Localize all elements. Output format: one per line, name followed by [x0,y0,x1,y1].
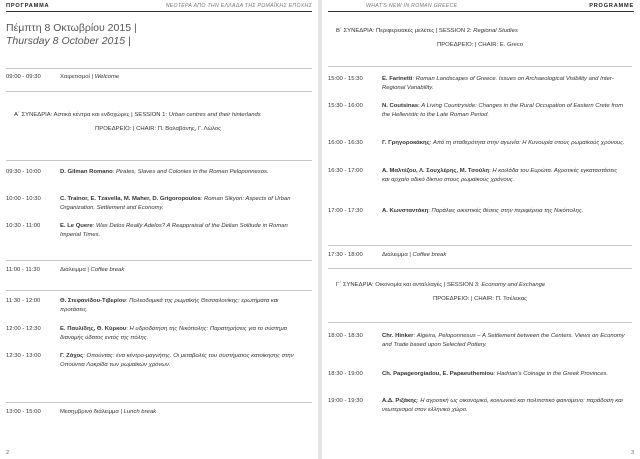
right-page [322,0,640,459]
entry-time: 17:30 - 18:00 [328,252,363,258]
session-2-heading [328,27,632,49]
entry-time: 12:00 - 12:30 [6,326,41,332]
running-header: WHAT'S NEW IN ROMAN GREECE [366,3,458,9]
entry-time: 15:30 - 16:00 [328,103,363,109]
entry-time: 19:00 - 19:30 [328,398,363,404]
session-chair: ΠΡΟΕΔΡΕΙΟ: | CHAIR: Π. Βαλαβάνης, Γ. Λώλος [95,125,221,132]
entry-text: Γ. Ζάχος: Οπούντας: ένα κέντρο-μαγνήτης. Οι μεταβολές του συστήματος κατοίκησης στην Οπούντια Λοκρίδα των ρωμαϊκών χρόνων. [60,353,294,368]
entry-text: N. Coutsinas: A Living Countryside: Changes in the Rural Occupation of Eastern Crete from the Hellenistic to the Late Roman Period. [382,103,624,118]
entry-text: Chr. Hinker: Aigeira, Peloponnesus – A Settlement between the Centers. Views on Economy and Trade based upon Selected Pottery. [382,333,625,348]
divider [6,260,312,261]
running-header: ΝΕΟΤΕΡΑ ΑΠΟ ΤΗΝ ΕΛΛΑΔΑ ΤΗΣ ΡΩΜΑΪΚΗΣ ΕΠΟΧΗΣ [165,3,312,9]
entry-time: 15:00 - 15:30 [328,76,363,82]
entry-text: Α. Μαλτέζου, Λ. Σουχλέρης, Μ. Τσούλη: Η κοιλάδα του Ευρώτα. Αγροτικές εγκαταστάσεις και αρχαίο οδικό δίκτυο στους ρωμαϊκούς χρόνους. [382,168,618,183]
header-section-label: ΠΡΟΓΡΑΜΜΑ [6,3,50,9]
divider [328,268,632,269]
divider [328,245,632,246]
entry-time: 09:00 - 09:30 [6,74,41,80]
entry-text: E. Le Quere: Was Delos Really Adelos? A Reappraisal of the Delian Solitude in Roman Imperial Times. [60,223,288,238]
entry-text: Χαιρετισμοί | Welcome [60,74,120,80]
entry-text: C. Trainor, E. Tzavella, M. Maher, D. Grigoropoulos: Roman Sikyon: Aspects of Urban Organization, Settlement and Economy. [60,196,291,211]
session-1-heading [6,111,310,133]
date-greek: Πέμπτη 8 Οκτωβρίου 2015 | [6,22,137,34]
left-page [0,0,318,459]
entry-time: 11:30 - 12:00 [6,298,41,304]
page-number: 3 [630,450,634,456]
entry-time: 13:00 - 15:00 [6,409,41,415]
entry-text: Θ. Στεφανίδου-Τιβερίου: Πολεοδομικά της ρωμαϊκής Θεσσαλονίκης: ερωτήματα και προτάσεις. [60,298,279,313]
page-number: 2 [6,450,10,456]
session-title: Β΄ ΣΥΝΕΔΡΙΑ: Περιφερειακές μελέτες | SESSION 2: Regional Studies [336,28,518,34]
divider [6,402,312,403]
entry-time: 16:30 - 17:00 [328,168,363,174]
entry-text: Α. Κωνσταντάκη: Παράλιες οικιστικές θέσεις στην περιφέρεια της Νικόπολης. [382,208,584,214]
divider [328,322,632,323]
entry-text: E. Farinetti: Roman Landscapes of Greece. Issues on Archaeological Visibility and Inter-Regional Variability. [382,76,614,91]
date-english: Thursday 8 October 2015 | [6,35,131,47]
entry-text: Ε. Παυλίδης, Θ. Κύρκου: Η υδροδότηση της Νικόπολης: Παρατηρήσεις για το σύστημα διανομής ύδατος εντός της πόλης. [60,326,288,341]
entry-time: 18:30 - 19:00 [328,371,363,377]
header-rule [328,11,634,12]
session-title: Α΄ ΣΥΝΕΔΡΙΑ: Αστικά κέντρα και ενδοχώρες | SESSION 1: Urban centres and their hinterlands [14,112,261,118]
entry-text: Ch. Papageorgiadou, E. Papaeuthemiou: Hadrian's Coinage in the Greek Provinces. [382,371,609,377]
divider [6,68,312,69]
header-section-label: PROGRAMME [589,3,634,9]
session-chair: ΠΡΟΕΔΡΕΙΟ: | CHAIR: Π. Τσέλεκας [432,295,528,302]
date-heading [6,22,137,48]
divider [328,66,632,67]
entry-time: 12:30 - 13:00 [6,353,41,359]
entry-time: 11:00 - 11:30 [6,267,40,273]
session-chair: ΠΡΟΕΔΡΕΙΟ: | CHAIR: E. Greco [437,41,523,48]
entry-text: D. Gilman Romano: Pirates, Slaves and Colonies in the Roman Peloponnesos. [60,169,269,175]
entry-text: Α.Δ. Ριζάκης: Η αγροτική ως οικονομικό, κοινωνικό και πολιτιστικό φαινόμενο: παράδοση και νεωτερισμοί στον ελληνικό χώρο. [382,398,623,413]
entry-text: Διάλειμμα | Coffee break [382,252,447,258]
entry-time: 16:00 - 16:30 [328,140,363,146]
entry-text: Μεσημβρινό διάλειμμα | Lunch break [60,409,157,415]
entry-time: 17:00 - 17:30 [328,208,363,214]
entry-text: Διάλειμμα | Coffee break [60,267,125,273]
session-3-heading [328,281,632,303]
entry-time: 10:30 - 11:00 [6,223,41,229]
entry-text: Γ. Γρηγοροκάκης: Από τη σταθερότητα στην αγωνία: Η Κυνουρία στους ρωμαϊκούς χρόνους. [382,140,625,146]
header-rule [6,11,312,12]
divider [6,290,312,291]
divider [6,91,312,92]
session-title: Γ΄ ΣΥΝΕΔΡΙΑ: Οικονομία και ανταλλαγές | SESSION 3: Economy and Exchange [336,282,546,288]
divider [6,160,312,161]
entry-time: 10:00 - 10:30 [6,196,41,202]
entry-time: 09:30 - 10:00 [6,169,41,175]
entry-time: 18:00 - 18:30 [328,333,363,339]
